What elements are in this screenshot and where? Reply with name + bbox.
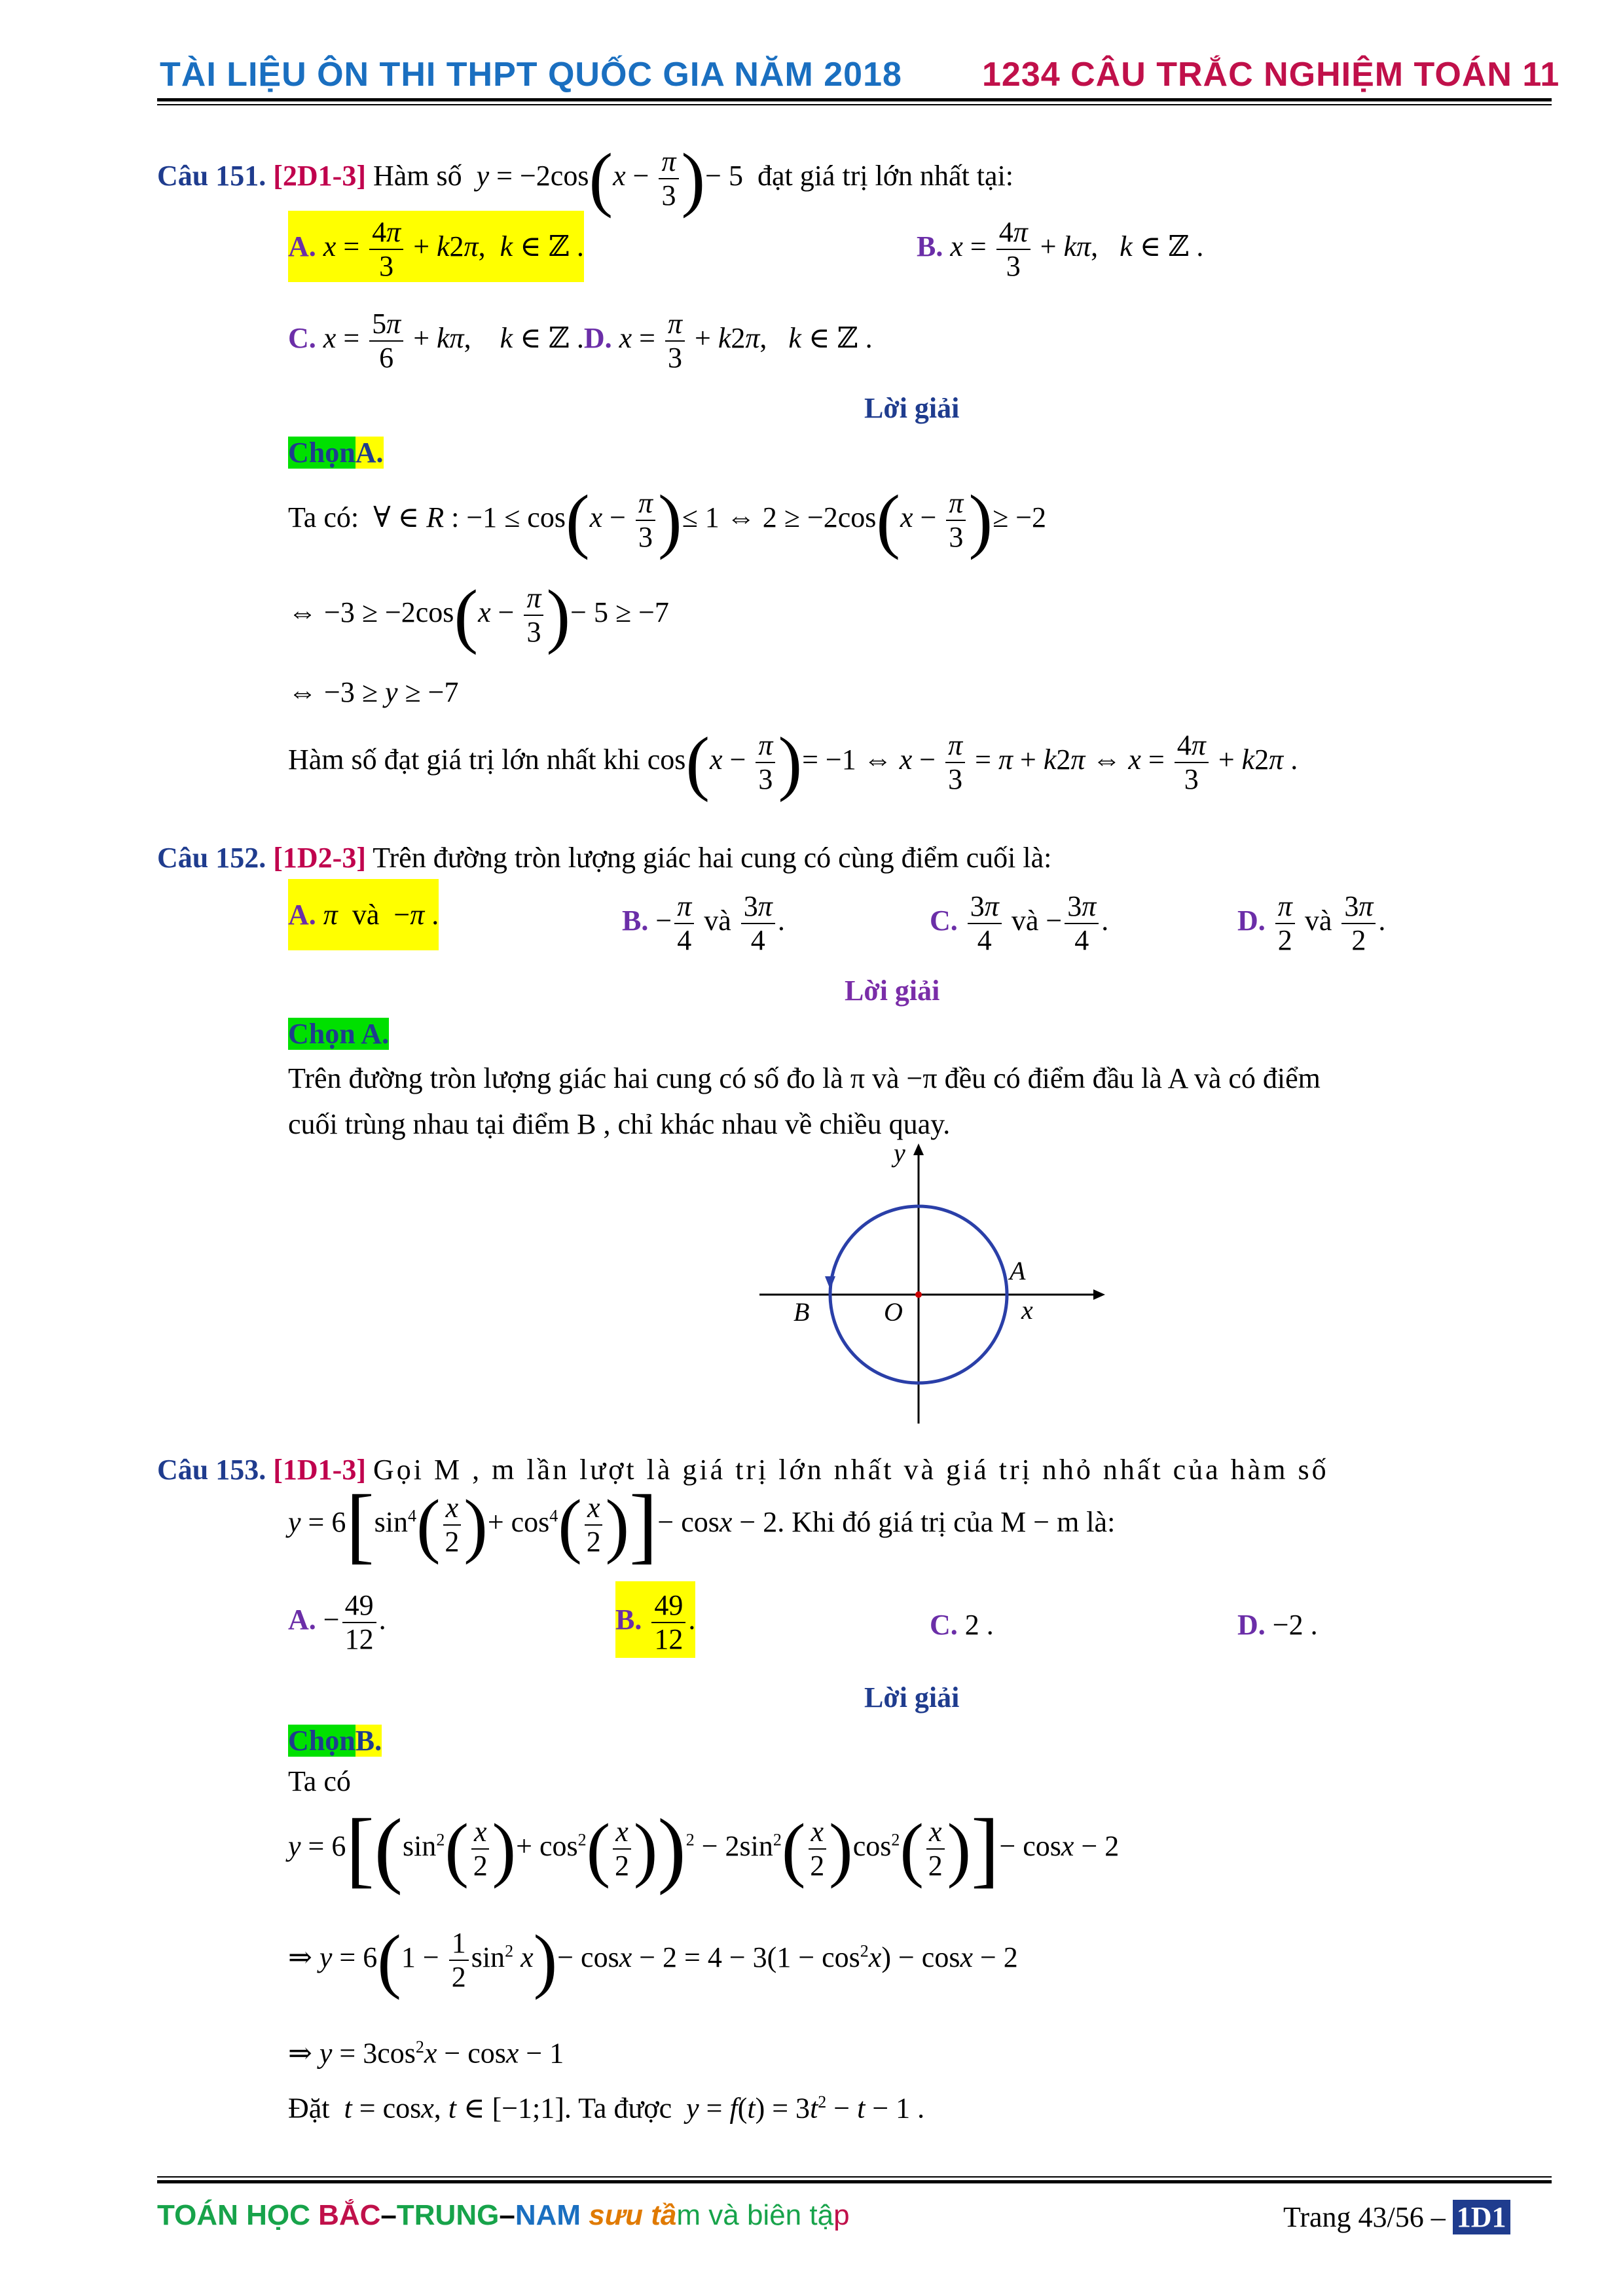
q153-taco: Ta có (288, 1765, 351, 1797)
q151-sol-line4: Hàm số đạt giá trị lớn nhất khi cos(x − $\frac{\pi}{3}$ )= −1 ⇔ x − $\frac{\pi}{3}$ = π + k2π ⇔ x = $\frac{4\pi}{3}$ + k2π . (288, 723, 1298, 802)
q153-choose-value: B. (355, 1725, 382, 1757)
footer-source: TOÁN HỌC BẮC–TRUNG–NAM sưu tầm và biên tập (157, 2199, 850, 2231)
page-number: Trang 43/56 – (1283, 2201, 1446, 2233)
q151-choose-label: Chọn (288, 437, 356, 469)
q153-text: Gọi M , m lần lượt là giá trị lớn nhất và giá trị nhỏ nhất của hàm số (373, 1454, 1329, 1486)
q151-choose-value: A. (355, 437, 384, 469)
q153-text2: . Khi đó giá trị của M − m là: (777, 1506, 1116, 1539)
q153-sol-line4: Đặt t = cosx, t ∈ [−1;1]. Ta được $y = f(t) = 3t^2 - t - 1$ . (288, 2092, 925, 2125)
direction-arrow-icon (825, 1276, 835, 1289)
q153-opt-d-value: −2 . (1272, 1609, 1318, 1641)
q151-taco: Ta có: (288, 501, 359, 534)
q152-option-c[interactable]: C. $\frac{3\pi}{4}$ và − $\frac{3\pi}{4}$ . (930, 890, 1109, 956)
fig-label-b: B (793, 1297, 810, 1327)
q151-option-a[interactable]: A. x = $\frac{4\pi}{3}$ + k2π, k ∈ ℤ . (288, 216, 584, 283)
q151-label: Câu 151. (157, 160, 266, 192)
footer-rule-thin (157, 2176, 1552, 2178)
q152-opt-b-label: B. (622, 905, 649, 937)
q152-choose (288, 1016, 389, 1052)
q153-option-d[interactable] (1237, 1607, 1318, 1643)
footer-part4: NAM (515, 2199, 581, 2231)
q152-and-c: và (1011, 905, 1039, 937)
fig-label-a: A (1010, 1256, 1026, 1285)
q151-opt-d-label: D. (583, 322, 612, 355)
y-axis-arrow-icon (913, 1143, 924, 1155)
q152-solution-title: Lời giải (845, 975, 940, 1007)
q151-solution-title: Lời giải (864, 392, 960, 424)
footer-part5: sưu tầ (589, 2199, 677, 2231)
chapter-badge: 1D1 (1453, 2200, 1510, 2234)
q153-option-a[interactable]: A. − $\frac{49}{12}$ . (288, 1589, 386, 1655)
fig-label-y: y (894, 1142, 905, 1168)
q153-taduoc: . Ta được (564, 2092, 672, 2125)
q152-question (157, 840, 1051, 876)
q152-opt-d-label: D. (1237, 905, 1266, 937)
q152-and-a: và (352, 899, 380, 931)
q153-option-b[interactable]: B. $\frac{49}{12}$ . (615, 1589, 695, 1656)
q153-option-c[interactable] (930, 1607, 994, 1643)
q152-opt-a-label: A. (288, 899, 316, 931)
q152-choose-label: Chọn A. (288, 1018, 390, 1050)
header-rule-thin (157, 104, 1552, 105)
q153-dat: Đặt (288, 2092, 330, 2125)
q152-text: Trên đường tròn lượng giác hai cung có cùng điểm cuối là: (373, 842, 1052, 874)
q153-opt-a-label: A. (288, 1604, 316, 1636)
q151-question: Câu 151. [2D1-3] Hàm số y = −2cos(x − $\frac{\pi}{3}$ )− 5 đạt giá trị lớn nhất tại: (157, 139, 1014, 219)
footer-part3: TRUNG (396, 2199, 500, 2231)
q152-and-b: và (704, 905, 731, 937)
q152-option-b[interactable]: B. − $\frac{\pi}{4}$ và $\frac{3\pi}{4}$ . (622, 890, 785, 956)
q151-opt-b-label: B. (917, 230, 943, 263)
fig-label-o: O (884, 1297, 903, 1327)
q151-choose (288, 435, 384, 471)
header-rule (157, 98, 1552, 101)
q151-option-c[interactable]: C. x = $\frac{5\pi}{6}$ + kπ, k ∈ ℤ .D. x = $\frac{\pi}{3}$ + k2π, k ∈ ℤ . (288, 308, 873, 374)
q153-opt-c-value: 2 . (964, 1609, 994, 1641)
footer-part7: p (833, 2199, 850, 2231)
q153-label: Câu 153. (157, 1454, 266, 1486)
q151-tag: [2D1-3] (273, 160, 366, 192)
q152-expl-line2: cuối trùng nhau tại điểm B , chỉ khác nhau về chiều quay. (288, 1108, 951, 1140)
footer-rule (157, 2180, 1552, 2183)
q153-opt-d-label: D. (1237, 1609, 1266, 1641)
unit-circle-figure (753, 1142, 1120, 1430)
header-right: 1234 CÂU TRẮC NGHIỆM TOÁN 11 (982, 56, 1560, 94)
q151-conclusion: Hàm số đạt giá trị lớn nhất khi (288, 744, 640, 776)
q153-solution-title: Lời giải (864, 1681, 960, 1713)
footer-page (1283, 2199, 1510, 2236)
q152-expl-line1: Trên đường tròn lượng giác hai cung có số đo là π và −π đều có điểm đầu là A và có điểm (288, 1062, 1321, 1094)
q153-function: $y = 6[\sin^4$( $\frac{x}{2}$ )+ $\cos^4$( $\frac{x}{2}$ )]− cosx − 2. Khi đó giá trị của M − m là: (288, 1478, 1116, 1572)
q152-and-d: và (1304, 905, 1332, 937)
fig-label-x: x (1021, 1295, 1033, 1325)
header-left: TÀI LIỆU ÔN THI THPT QUỐC GIA NĂM 2018 (160, 56, 902, 94)
q153-opt-b-label: B. (615, 1604, 642, 1636)
q153-sol-line3: ⇒ $y = 3\cos^2x - \cos x - 1$ (288, 2037, 564, 2070)
q153-choose-label: Chọn (288, 1725, 356, 1757)
q152-option-d[interactable]: D. $\frac{\pi}{2}$ và $\frac{3\pi}{2}$ . (1237, 890, 1386, 956)
q152-option-a[interactable]: A. π và −π . (288, 897, 439, 933)
q151-sol-line1: Ta có: ∀ ∈ R : −1 ≤ cos(x − $\frac{\pi}{3}$ )≤ 1 ⇔ 2 ≥ −2cos(x − $\frac{\pi}{3}$ )≥ −2 (288, 480, 1047, 560)
footer-part1: TOÁN HỌC (157, 2199, 310, 2231)
q151-sol-line2: ⇔ −3 ≥ −2cos(x − $\frac{\pi}{3}$ )− 5 ≥ −7 (288, 575, 669, 655)
q152-tag: [1D2-3] (273, 842, 366, 874)
q153-sol-line1: $y = 6[(\sin^2$( $\frac{x}{2}$ )+ $\cos^2$( $\frac{x}{2}$ ))$^2 - 2\sin^2$( $\frac{x}{2}$ )$\cos^2$( $\frac{x}{2}$ )]− cosx − 2 (288, 1802, 1120, 1896)
footer-part2: BẮC (318, 2199, 381, 2231)
q153-opt-c-label: C. (930, 1609, 958, 1641)
q151-option-b[interactable]: B. x = $\frac{4\pi}{3}$ + kπ, k ∈ ℤ . (917, 216, 1204, 282)
q153-sol-line2: ⇒ y = 6(1 − $\frac{1}{2}$ $\sin^2 x)- \cos x - 2 = 4 - 3(1 - \cos^2x) - \cos x - 2$ (288, 1920, 1018, 2000)
q152-label: Câu 152. (157, 842, 266, 874)
q151-text-a: Hàm số y = −2cos (373, 160, 589, 192)
q153-choose (288, 1723, 382, 1759)
footer-part6: m và biên tậ (676, 2199, 834, 2231)
q151-sol-line3: ⇔ −3 ≥ y ≥ −7 (288, 676, 459, 708)
x-axis-arrow-icon (1093, 1289, 1105, 1300)
q151-opt-c-label: C. (288, 322, 316, 355)
origin-point (915, 1291, 922, 1298)
q152-opt-c-label: C. (930, 905, 958, 937)
q151-opt-a-label: A. (288, 230, 316, 263)
q153-tag: [1D1-3] (273, 1454, 366, 1486)
